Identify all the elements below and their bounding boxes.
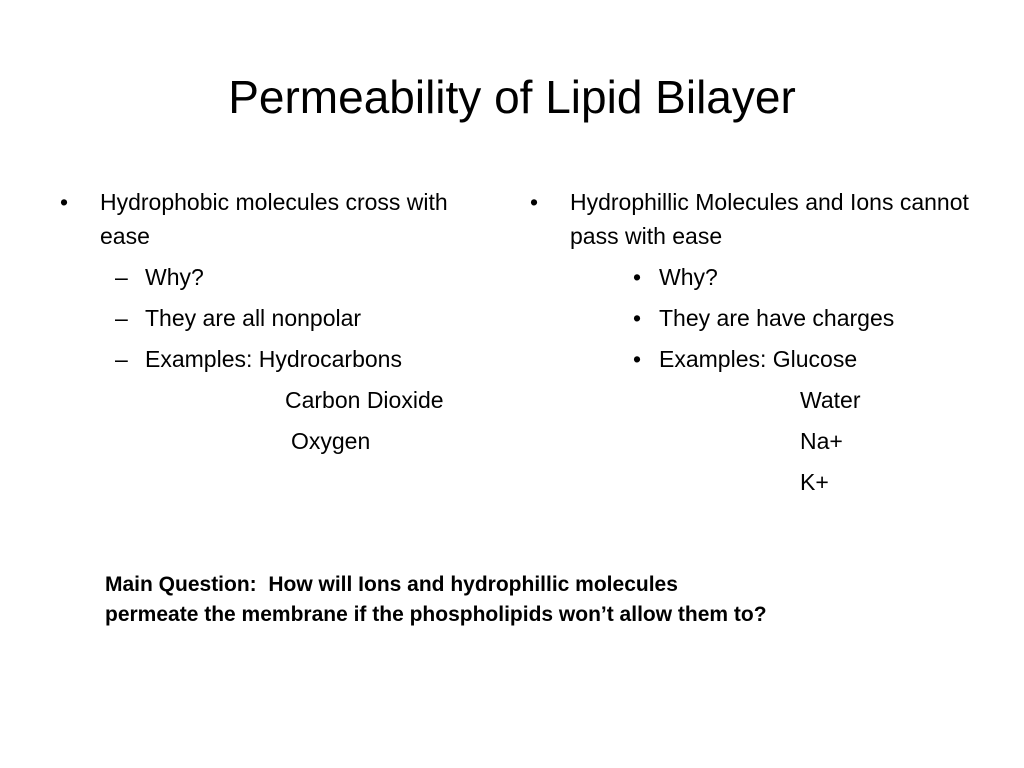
bullet-icon: • (633, 305, 642, 331)
right-column (530, 185, 970, 499)
left-sub-item-label: Examples: Hydrocarbons (145, 346, 402, 372)
main-question-line: Main Question: How will Ions and hydrophillic molecules (105, 573, 678, 596)
bullet-icon: • (60, 189, 69, 215)
right-sub-item-label: Examples: Glucose (659, 346, 858, 372)
right-bullet (530, 185, 970, 253)
dash-icon: – (115, 305, 128, 331)
right-sub-item-label: They are have charges (659, 305, 895, 331)
right-heading: Hydrophillic Molecules and Ions cannot pass with ease (570, 189, 969, 249)
bullet-icon: • (530, 189, 539, 215)
left-sub-item (60, 301, 480, 335)
left-sub-item-label: They are all nonpolar (145, 305, 362, 331)
slide-title: Permeability of Lipid Bilayer (228, 71, 796, 123)
right-example-continuation: Na+ (800, 428, 843, 454)
left-heading: Hydrophobic molecules cross with ease (100, 189, 448, 249)
left-sub-item (60, 260, 480, 294)
right-example-continuation: K+ (800, 469, 829, 495)
right-sub-item (530, 260, 970, 294)
left-sub-item-label: Why? (145, 264, 204, 290)
bullet-icon: • (633, 264, 642, 290)
left-example-continuation: Carbon Dioxide (285, 387, 444, 413)
dash-icon: – (115, 264, 128, 290)
left-sub-item (60, 342, 480, 376)
right-sub-item-label: Why? (659, 264, 718, 290)
main-question-line: permeate the membrane if the phospholipids won’t allow them to? (105, 603, 767, 626)
dash-icon: – (115, 346, 128, 372)
left-example-continuation: Oxygen (291, 428, 371, 454)
main-question (105, 570, 945, 630)
right-example-continuation: Water (800, 387, 861, 413)
right-sub-item (530, 301, 970, 335)
right-sub-item (530, 342, 970, 376)
bullet-icon: • (633, 346, 642, 372)
left-column (60, 185, 480, 458)
left-bullet (60, 185, 480, 253)
